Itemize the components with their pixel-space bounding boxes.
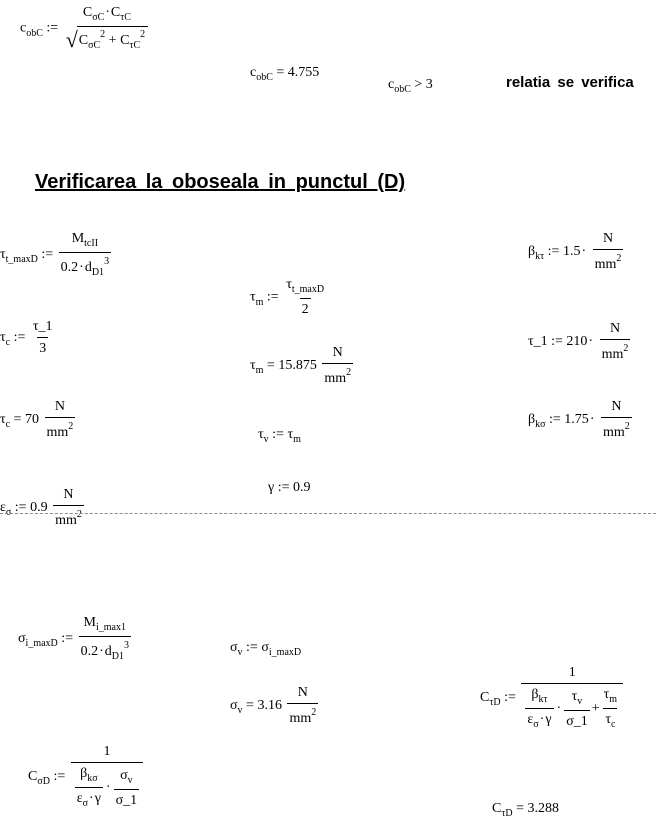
tau-1-definition: τ_1 := 210· $\frac{N}{mm^2}$ <box>528 321 629 362</box>
tau-m-value: $\tau_m = 15.875$ $\frac{N}{mm^2}$ <box>250 345 352 386</box>
cobc-value: $c_{obC} = 4.755$ <box>250 65 320 83</box>
c-tauD-definition: $C_{\tau D}$ := 1 $\frac{\beta_{k\tau}}{\varepsilon_\sigma\cdot\gamma}$ · $\frac{\tau_v}{\sigma\_1}$ + $\frac{\tau_m}{\tau_c}$ <box>480 666 625 730</box>
epsilon-sigma-definition: $\varepsilon_\sigma$ := 0.9 $\frac{N}{mm^2}$ <box>0 487 82 528</box>
tau-v-definition: $\tau_v$ := $\tau_m$ <box>258 427 301 445</box>
beta-ktau-definition: $\beta_{k\tau}$ := 1.5· $\frac{N}{mm^2}$ <box>528 231 622 272</box>
sigma-v-value: $\sigma_v = 3.16$ $\frac{N}{mm^2}$ <box>230 685 317 726</box>
cobc-definition: $c_{obC}$ := $C_{\sigma C}\cdot C_{\tau C}$ √ $C_{\sigma C}^2 + C_{\tau C}^2$ <box>20 6 152 51</box>
sigma-v-definition: $\sigma_v$ := $\sigma_{i\_maxD}$ <box>230 640 302 658</box>
beta-ksigma-definition: $\beta_{k\sigma}$ := 1.75· $\frac{N}{mm^2}$ <box>528 399 630 440</box>
page-break-line <box>0 513 656 514</box>
verification-verdict: relatia se verifica <box>506 74 634 91</box>
tau-m-definition: $\tau_m$ := $\frac{\tau_{t\_maxD}}{2}$ <box>250 277 325 317</box>
c-tauD-value: $C_{\tau D} = 3.288$ <box>492 801 559 819</box>
tau-c-definition: $\tau_c$ := $\frac{\tau\_1}{3}$ <box>0 319 53 356</box>
tau-c-value: $\tau_c = 70$ $\frac{N}{mm^2}$ <box>0 399 74 440</box>
cobc-comparison: $c_{obC} > 3$ <box>388 77 433 95</box>
tau-t-maxD-definition: $\tau_{t\_maxD}$ := $\frac{M_{tcII}}{0.2\cdot d_{D1}^3}$ <box>0 231 110 278</box>
sigma-i-maxD-definition: $\sigma_{i\_maxD}$ := $\frac{M_{i\_max1}}{0.2\cdot d_{D1}^3}$ <box>18 615 129 662</box>
c-sigmaD-definition: $C_{\sigma D}$ := 1 $\frac{\beta_{k\sigma}}{\varepsilon_\sigma\cdot\gamma}$ · $\frac{\sigma_v}{\sigma\_1}$ <box>28 745 145 809</box>
gamma-definition: γ := 0.9 <box>268 480 311 495</box>
section-title: Verificarea la oboseala in punctul (D) <box>35 171 406 193</box>
